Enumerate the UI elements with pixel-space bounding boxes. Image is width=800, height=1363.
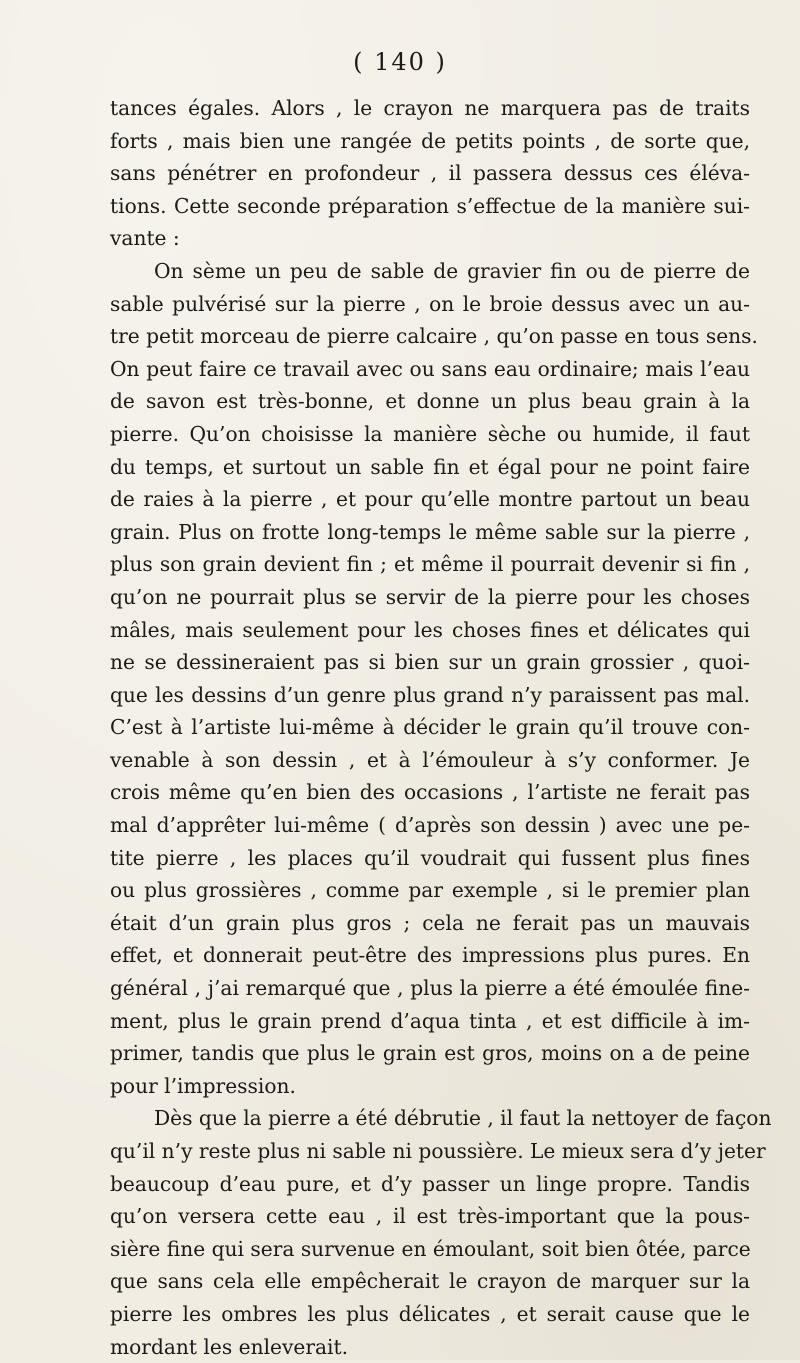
text-line: tite pierre , les places qu’il voudrait qui fussent plus fines [110, 845, 750, 870]
text-line: que les dessins d’un genre plus grand n’y paraissent pas mal. [110, 682, 750, 707]
text-line: tions. Cette seconde préparation s’effectue de la manière sui- [110, 193, 750, 218]
body-text [110, 92, 772, 1363]
text-line: grain. Plus on frotte long-temps le même sable sur la pierre , [110, 519, 750, 544]
text-line: sière fine qui sera survenue en émoulant, soit bien ôtée, parce [110, 1236, 751, 1261]
text-line: plus son grain devient fin ; et même il pourrait devenir si fin , [110, 552, 750, 577]
text-line: Dès que la pierre a été débrutie , il faut la nettoyer de façon [154, 1106, 772, 1131]
text-line: effet, et donnerait peut-être des impressions plus pures. En [110, 943, 750, 968]
text-line: ment, plus le grain prend d’aqua tinta , et est difficile à im- [110, 1008, 750, 1033]
text-line: pierre les ombres les plus délicates , et serait cause que le [110, 1301, 750, 1326]
text-line: que sans cela elle empêcherait le crayon de marquer sur la [110, 1269, 750, 1294]
text-line: mâles, mais seulement pour les choses fines et délicates qui [110, 617, 750, 642]
text-line: vante : [110, 226, 180, 251]
text-line: primer, tandis que plus le grain est gros, moins on a de peine [110, 1041, 750, 1066]
text-line: On sème un peu de sable de gravier fin ou de pierre de [154, 258, 750, 283]
text-line: ou plus grossières , comme par exemple , si le premier plan [110, 878, 750, 903]
text-line: crois même qu’en bien des occasions , l’artiste ne ferait pas [110, 780, 750, 805]
text-line: sable pulvérisé sur la pierre , on le broie dessus avec un au- [110, 291, 750, 316]
text-line: mal d’apprêter lui-même ( d’après son dessin ) avec une pe- [110, 813, 750, 838]
text-line: qu’il n’y reste plus ni sable ni poussière. Le mieux sera d’y jeter [110, 1139, 766, 1163]
text-line: sans pénétrer en profondeur , il passera dessus ces éléva- [110, 161, 750, 186]
text-line: On peut faire ce travail avec ou sans eau ordinaire; mais l’eau [110, 356, 750, 381]
text-line: qu’on versera cette eau , il est très-important que la pous- [110, 1204, 750, 1229]
text-line: pierre. Qu’on choisisse la manière sèche ou humide, il faut [110, 421, 750, 446]
text-line: forts , mais bien une rangée de petits points , de sorte que, [110, 128, 750, 153]
text-line: de savon est très-bonne, et donne un plus beau grain à la [110, 389, 750, 414]
text-line: de raies à la pierre , et pour qu’elle montre partout un beau [110, 487, 750, 512]
text-line: C’est à l’artiste lui-même à décider le grain qu’il trouve con- [110, 715, 750, 740]
text-line: pour l’impression. [110, 1073, 296, 1098]
text-line: tances égales. Alors , le crayon ne marquera pas de traits [110, 96, 750, 120]
page-number: ( 140 ) [353, 48, 447, 76]
text-line: tre petit morceau de pierre calcaire , qu’on passe en tous sens. [110, 324, 758, 349]
text-line: était d’un grain plus gros ; cela ne ferait pas un mauvais [110, 910, 750, 935]
text-line: qu’on ne pourrait plus se servir de la pierre pour les choses [110, 584, 750, 609]
text-line: mordant les enleverait. [110, 1334, 348, 1359]
text-line: général , j’ai remarqué que , plus la pierre a été émoulée fine- [110, 976, 750, 1001]
text-line: ne se dessineraient pas si bien sur un grain grossier , quoi- [110, 650, 750, 675]
text-line: venable à son dessin , et à l’émouleur à s’y conformer. Je [110, 747, 750, 772]
text-line: du temps, et surtout un sable fin et égal pour ne point faire [110, 454, 750, 479]
text-line: beaucoup d’eau pure, et d’y passer un linge propre. Tandis [110, 1171, 750, 1196]
